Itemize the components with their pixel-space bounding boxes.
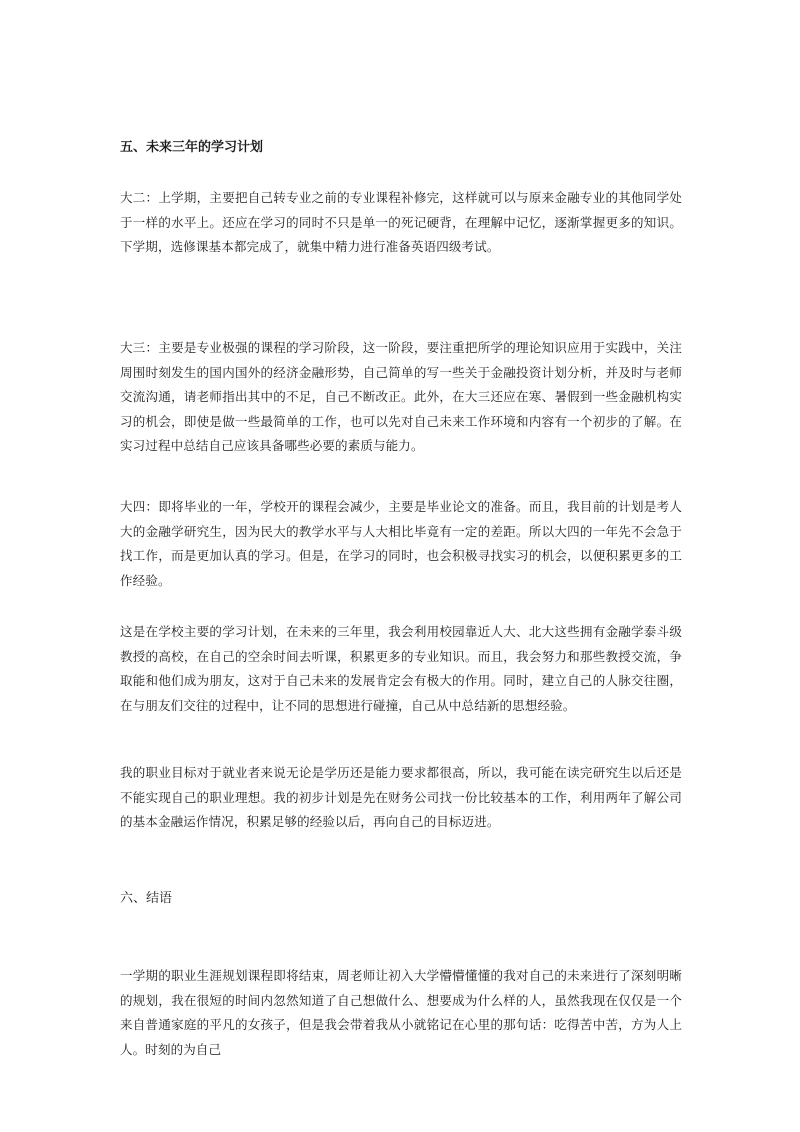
section-five-heading: 五、未来三年的学习计划 [120,140,264,155]
paragraph-year-three: 大三：主要是专业极强的课程的学习阶段，这一阶段，要注重把所学的理论知识应用于实践中，关注周围时刻发生的国内国外的经济金融形势，自己简单的写一些关于金融投资计划分析，并及时与老师交流沟通，请老师指出其中的不足，自己不断改正。此外，在大三还应在寒、暑假到一些金融机构实习的机会，即使是做一些最简单的工作，也可以先对自己未来工作环境和内容有一个初步的了解。在实习过程中总结自己应该具备哪些必要的素质与能力。 [120,340,682,453]
paragraph-year-four: 大四：即将毕业的一年，学校开的课程会减少，主要是毕业论文的准备。而且，我目前的计划是考人大的金融学研究生，因为民大的教学水平与人大相比毕竟有一定的差距。所以大四的一年先不会急于找工作，而是更加认真的学习。但是，在学习的同时，也会积极寻找实习的机会，以便积累更多的工作经验。 [120,499,682,588]
paragraph-year-two: 大二：上学期，主要把自己转专业之前的专业课程补修完，这样就可以与原来金融专业的其他同学处于一样的水平上。还应在学习的同时不只是单一的死记硬背，在理解中记忆，逐渐掌握更多的知识。下学期，选修课基本都完成了，就集中精力进行准备英语四级考试。 [120,190,682,254]
paragraph-career-goal: 我的职业目标对于就业者来说无论是学历还是能力要求都很高，所以，我可能在读完研究生以后还是不能实现自己的职业理想。我的初步计划是先在财务公司找一份比较基本的工作，利用两年了解公司的基本金融运作情况，积累足够的经验以后，再向自己的目标迈进。 [120,765,682,829]
section-six-heading: 六、结语 [120,891,173,906]
paragraph-study-plan-summary: 这是在学校主要的学习计划，在未来的三年里，我会利用校园靠近人大、北大这些拥有金融学泰斗级教授的高校，在自己的空余时间去听课，积累更多的专业知识。而且，我会努力和那些教授交流，争取能和他们成为朋友，这对于自己未来的发展肯定会有极大的作用。同时，建立自己的人脉交往圈，在与朋友们交往的过程中，让不同的思想进行碰撞，自己从中总结新的思想经验。 [120,624,682,713]
paragraph-conclusion: 一学期的职业生涯规划课程即将结束，周老师让初入大学懵懵懂懂的我对自己的未来进行了深刻明晰的规划，我在很短的时间内忽然知道了自己想做什么、想要成为什么样的人，虽然我现在仅仅是一个来自普通家庭的平凡的女孩子，但是我会带着我从小就铭记在心里的那句话：吃得苦中苦，方为人上人。时刻的为自己 [120,968,682,1057]
